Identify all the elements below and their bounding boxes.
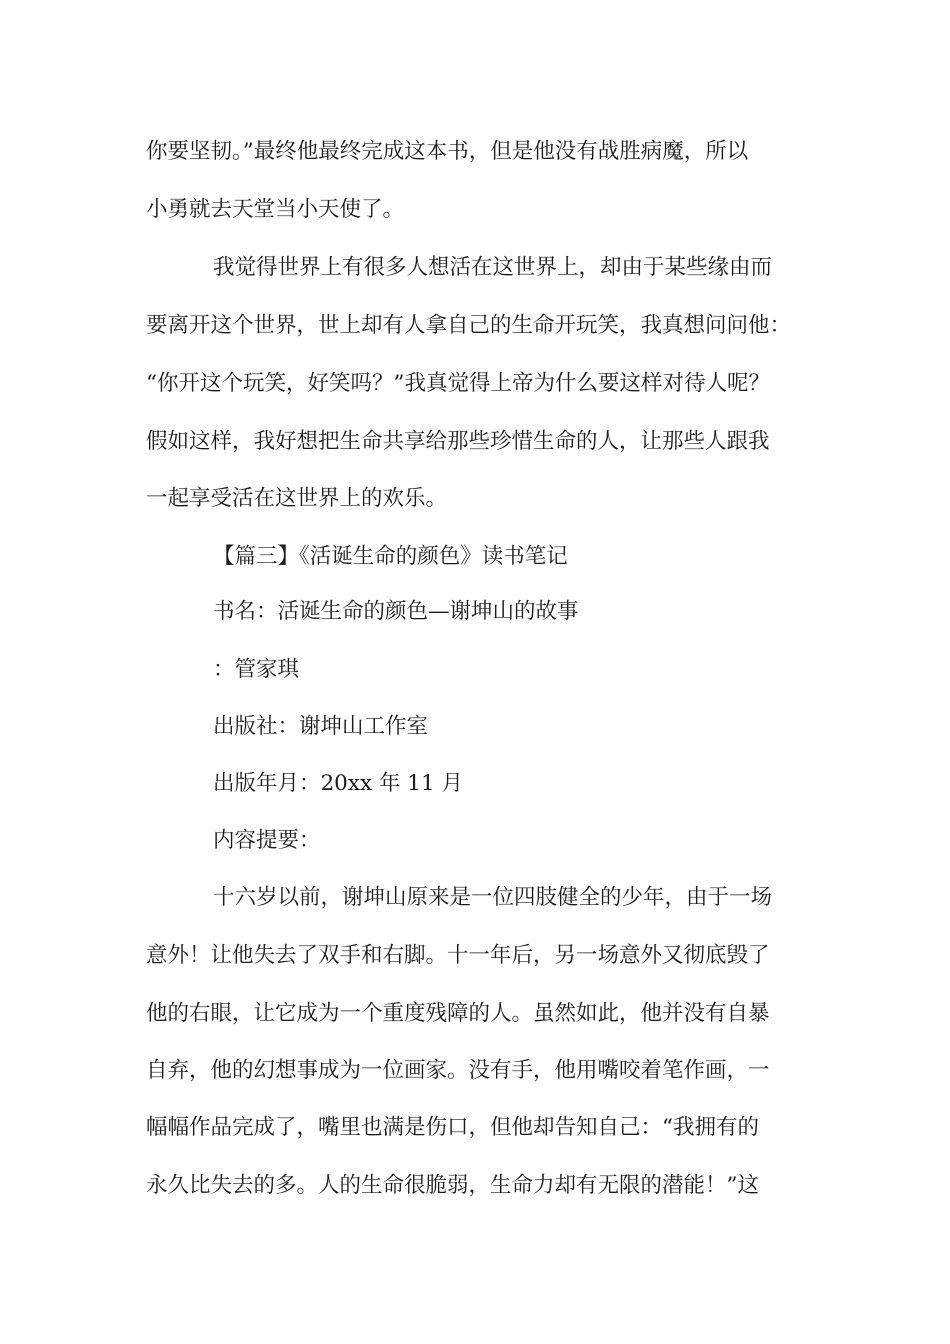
publish-date-line: 出版年月：20xx 年 11 月: [213, 771, 463, 796]
paragraph-line: 他的右眼，让它成为一个重度残障的人。虽然如此，他并没有自暴: [146, 1001, 770, 1026]
section-heading: 【篇三】《活诞生命的颜色》读书笔记: [213, 544, 568, 569]
paragraph-line: 意外！让他失去了双手和右脚。十一年后，另一场意外又彻底毁了: [146, 943, 770, 968]
paragraph-line: 假如这样，我好想把生命共享给那些珍惜生命的人，让那些人跟我: [146, 429, 770, 454]
paragraph-line: 幅幅作品完成了，嘴里也满是伤口，但他却告知自己：“我拥有的: [146, 1115, 759, 1140]
paragraph-line: 要离开这个世界，世上却有人拿自己的生命开玩笑，我真想问问他：: [146, 313, 792, 338]
paragraph-line: 小勇就去天堂当小天使了。: [146, 197, 405, 222]
paragraph-line: “你开这个玩笑，好笑吗？”我真觉得上帝为什么要这样对待人呢？: [146, 371, 770, 396]
publisher-line: 出版社：谢坤山工作室: [213, 714, 429, 739]
paragraph-line: 我觉得世界上有很多人想活在这世界上，却由于某些缘由而: [213, 255, 773, 280]
book-title-line: 书名：活诞生命的颜色—谢坤山的故事: [213, 599, 579, 624]
summary-label: 内容提要：: [213, 828, 321, 853]
paragraph-line: 你要坚韧。”最终他最终完成这本书，但是他没有战胜病魔，所以: [146, 139, 749, 164]
paragraph-line: 十六岁以前，谢坤山原来是一位四肢健全的少年，由于一场: [213, 885, 773, 910]
author-line: ：管家琪: [213, 657, 300, 682]
paragraph-line: 自弃，他的幻想事成为一位画家。没有手，他用嘴咬着笔作画，一: [146, 1058, 770, 1083]
paragraph-line: 一起享受活在这世界上的欢乐。: [146, 486, 448, 511]
paragraph-line: 永久比失去的多。人的生命很脆弱，生命力却有无限的潜能！”这: [146, 1173, 759, 1198]
